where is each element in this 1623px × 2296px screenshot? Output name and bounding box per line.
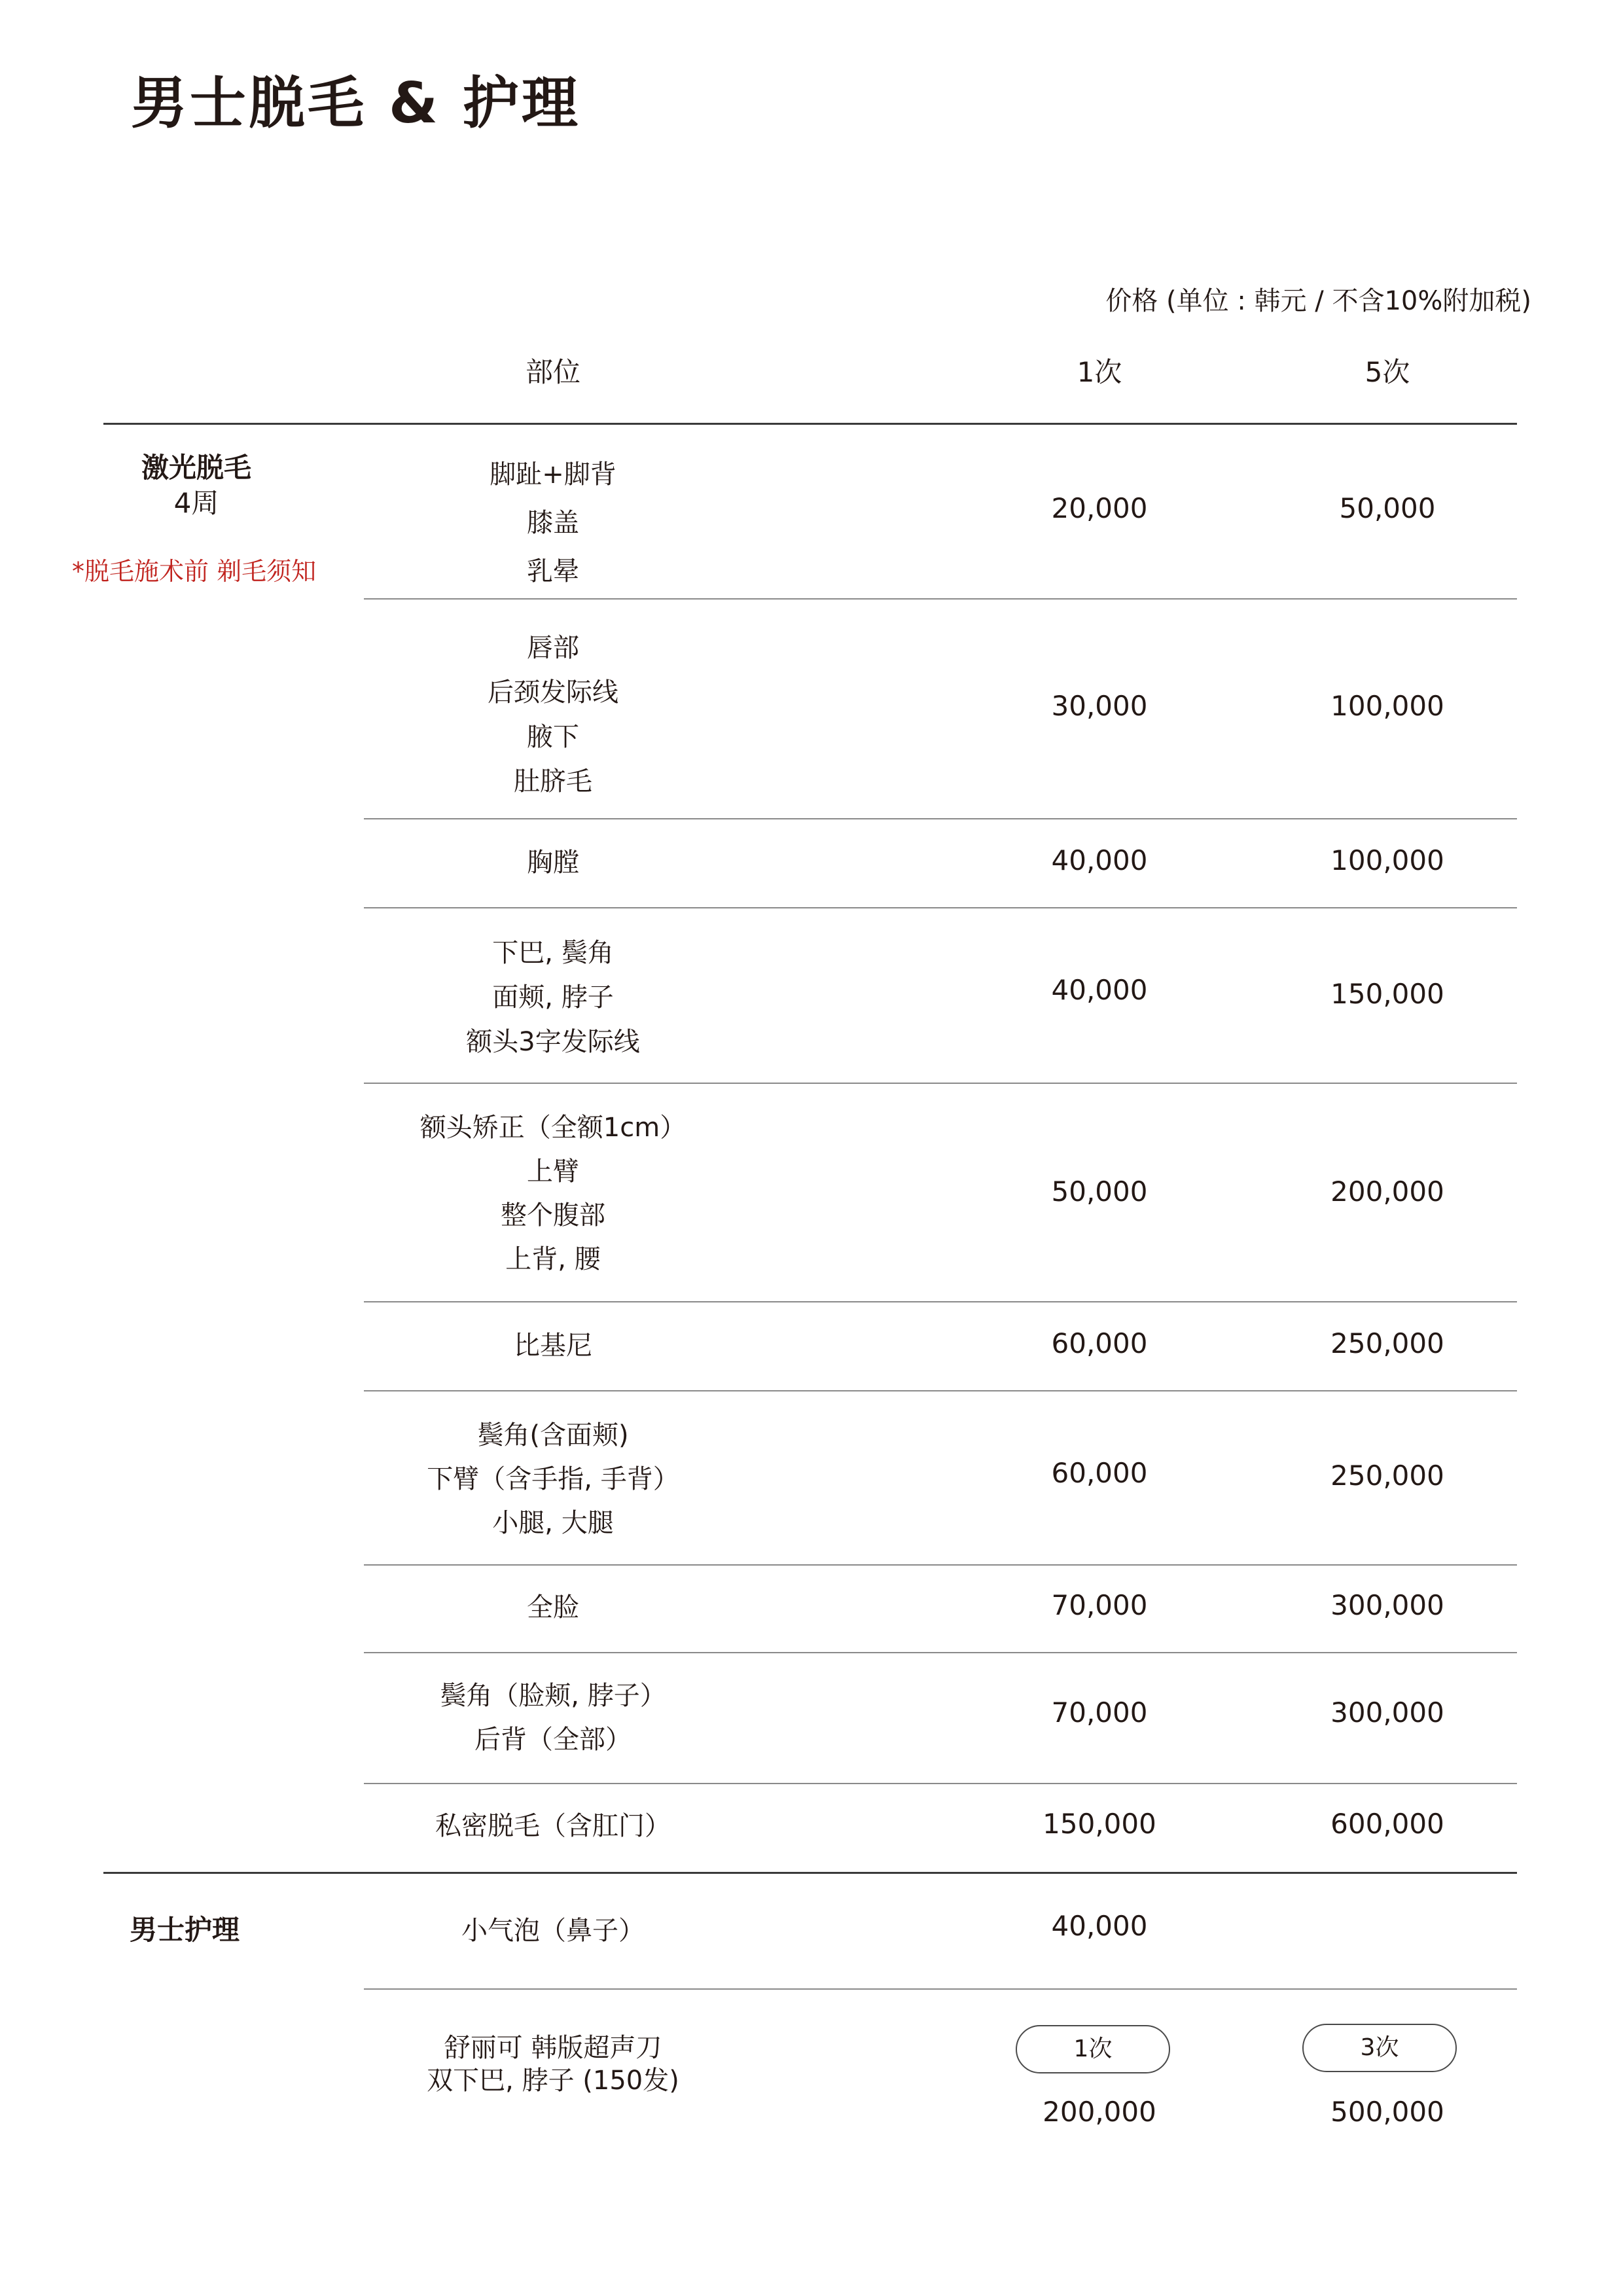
header-five: 5次: [1364, 356, 1410, 388]
care-category: 男士护理: [130, 1914, 240, 1946]
part-label: 比基尼: [514, 1331, 592, 1361]
care-row-2-price-three: 500,000: [1330, 2096, 1444, 2128]
part-label: 整个腹部: [501, 1200, 605, 1230]
part-label: 全脸: [527, 1592, 579, 1623]
laser-row-10-parts: [366, 1808, 740, 1844]
laser-row-8-five: 300,000: [1330, 1589, 1444, 1621]
part-label: 鬓角（脸颊, 脖子）: [440, 1681, 666, 1711]
part-label: 额头3字发际线: [466, 1027, 640, 1057]
session-pill-once: 1次: [1016, 2025, 1170, 2073]
laser-warning: *脱毛施术前 剃毛须知: [72, 557, 317, 586]
laser-row-6-once: 60,000: [1051, 1327, 1148, 1359]
part-label: 面颊, 脖子: [492, 982, 614, 1013]
row-divider: [364, 598, 1517, 600]
care-row-2-parts: [366, 2032, 740, 2097]
laser-row-6-five: 250,000: [1330, 1327, 1444, 1359]
part-label: 额头矫正（全额1cm）: [419, 1113, 687, 1143]
care-row-1-once: 40,000: [1051, 1910, 1148, 1942]
laser-row-1-once: 20,000: [1051, 492, 1148, 524]
part-label: 胸膛: [527, 848, 579, 878]
laser-row-10-once: 150,000: [1043, 1808, 1156, 1840]
part-label: 唇部: [527, 633, 579, 663]
page-title: 男士脱毛 & 护理: [131, 71, 580, 136]
laser-category-label: 激光脱毛: [141, 452, 251, 484]
part-label: 肚脐毛: [514, 766, 592, 797]
laser-row-9-once: 70,000: [1051, 1696, 1148, 1729]
laser-row-10-five: 600,000: [1330, 1808, 1444, 1840]
row-divider: [364, 1988, 1517, 1990]
laser-row-7-five: 250,000: [1330, 1460, 1444, 1492]
header-once: 1次: [1077, 356, 1122, 388]
part-label: 后背（全部）: [474, 1725, 632, 1755]
laser-row-2-five: 100,000: [1330, 690, 1444, 722]
part-label: 鬓角(含面颊): [477, 1420, 629, 1450]
row-divider: [364, 1083, 1517, 1084]
session-pill-three: 3次: [1302, 2024, 1457, 2072]
part-label: 脚趾+脚背: [490, 459, 616, 490]
laser-row-3-five: 100,000: [1330, 844, 1444, 876]
part-label: 膝盖: [527, 508, 579, 538]
part-label: 小气泡（鼻子）: [461, 1916, 645, 1946]
row-divider: [364, 1783, 1517, 1784]
laser-row-7-once: 60,000: [1051, 1457, 1148, 1489]
laser-row-5-parts: [366, 1106, 740, 1282]
laser-row-4-five: 150,000: [1330, 978, 1444, 1010]
laser-row-6-parts: [366, 1327, 740, 1364]
part-label: 后颈发际线: [488, 677, 618, 708]
laser-row-4-parts: [366, 931, 740, 1064]
laser-row-3-once: 40,000: [1051, 844, 1148, 876]
laser-row-2-parts: [366, 626, 740, 804]
laser-row-2-once: 30,000: [1051, 690, 1148, 722]
row-divider: [364, 1301, 1517, 1302]
row-divider: [364, 1564, 1517, 1566]
laser-row-1-parts: [366, 450, 740, 596]
laser-row-7-parts: [366, 1414, 740, 1545]
laser-cycle-label: 4周: [173, 487, 219, 519]
row-divider: [364, 1390, 1517, 1391]
care-row-2-price-once: 200,000: [1043, 2096, 1156, 2128]
table-top-rule: [103, 423, 1517, 425]
row-divider: [364, 818, 1517, 819]
part-label: 私密脱毛（含肛门）: [435, 1811, 671, 1841]
part-label: 腋下: [527, 722, 579, 752]
laser-row-3-parts: [366, 844, 740, 881]
row-divider: [364, 1652, 1517, 1653]
header-part: 部位: [525, 356, 580, 388]
part-label: 小腿, 大腿: [492, 1508, 614, 1538]
price-note: 价格 (单位 : 韩元 / 不含10%附加税): [1105, 286, 1531, 316]
part-label: 双下巴, 脖子 (150发): [427, 2066, 679, 2096]
row-divider: [364, 907, 1517, 908]
care-row-1-parts: [366, 1912, 740, 1949]
part-label: 下臂（含手指, 手背）: [427, 1464, 679, 1494]
laser-row-9-parts: [366, 1674, 740, 1762]
laser-row-9-five: 300,000: [1330, 1696, 1444, 1729]
part-label: 上臂: [527, 1157, 579, 1187]
laser-row-5-once: 50,000: [1051, 1175, 1148, 1208]
laser-category: [105, 450, 288, 521]
part-label: 下巴, 鬓角: [492, 938, 614, 968]
part-label: 上背, 腰: [505, 1244, 601, 1274]
section-divider: [103, 1872, 1517, 1874]
laser-row-4-once: 40,000: [1051, 974, 1148, 1006]
part-label: 乳晕: [527, 556, 579, 586]
laser-row-8-once: 70,000: [1051, 1589, 1148, 1621]
laser-row-5-five: 200,000: [1330, 1175, 1444, 1208]
part-label: 舒丽可 韩版超声刀: [444, 2033, 662, 2063]
laser-row-8-parts: [366, 1589, 740, 1626]
laser-row-1-five: 50,000: [1339, 492, 1436, 524]
